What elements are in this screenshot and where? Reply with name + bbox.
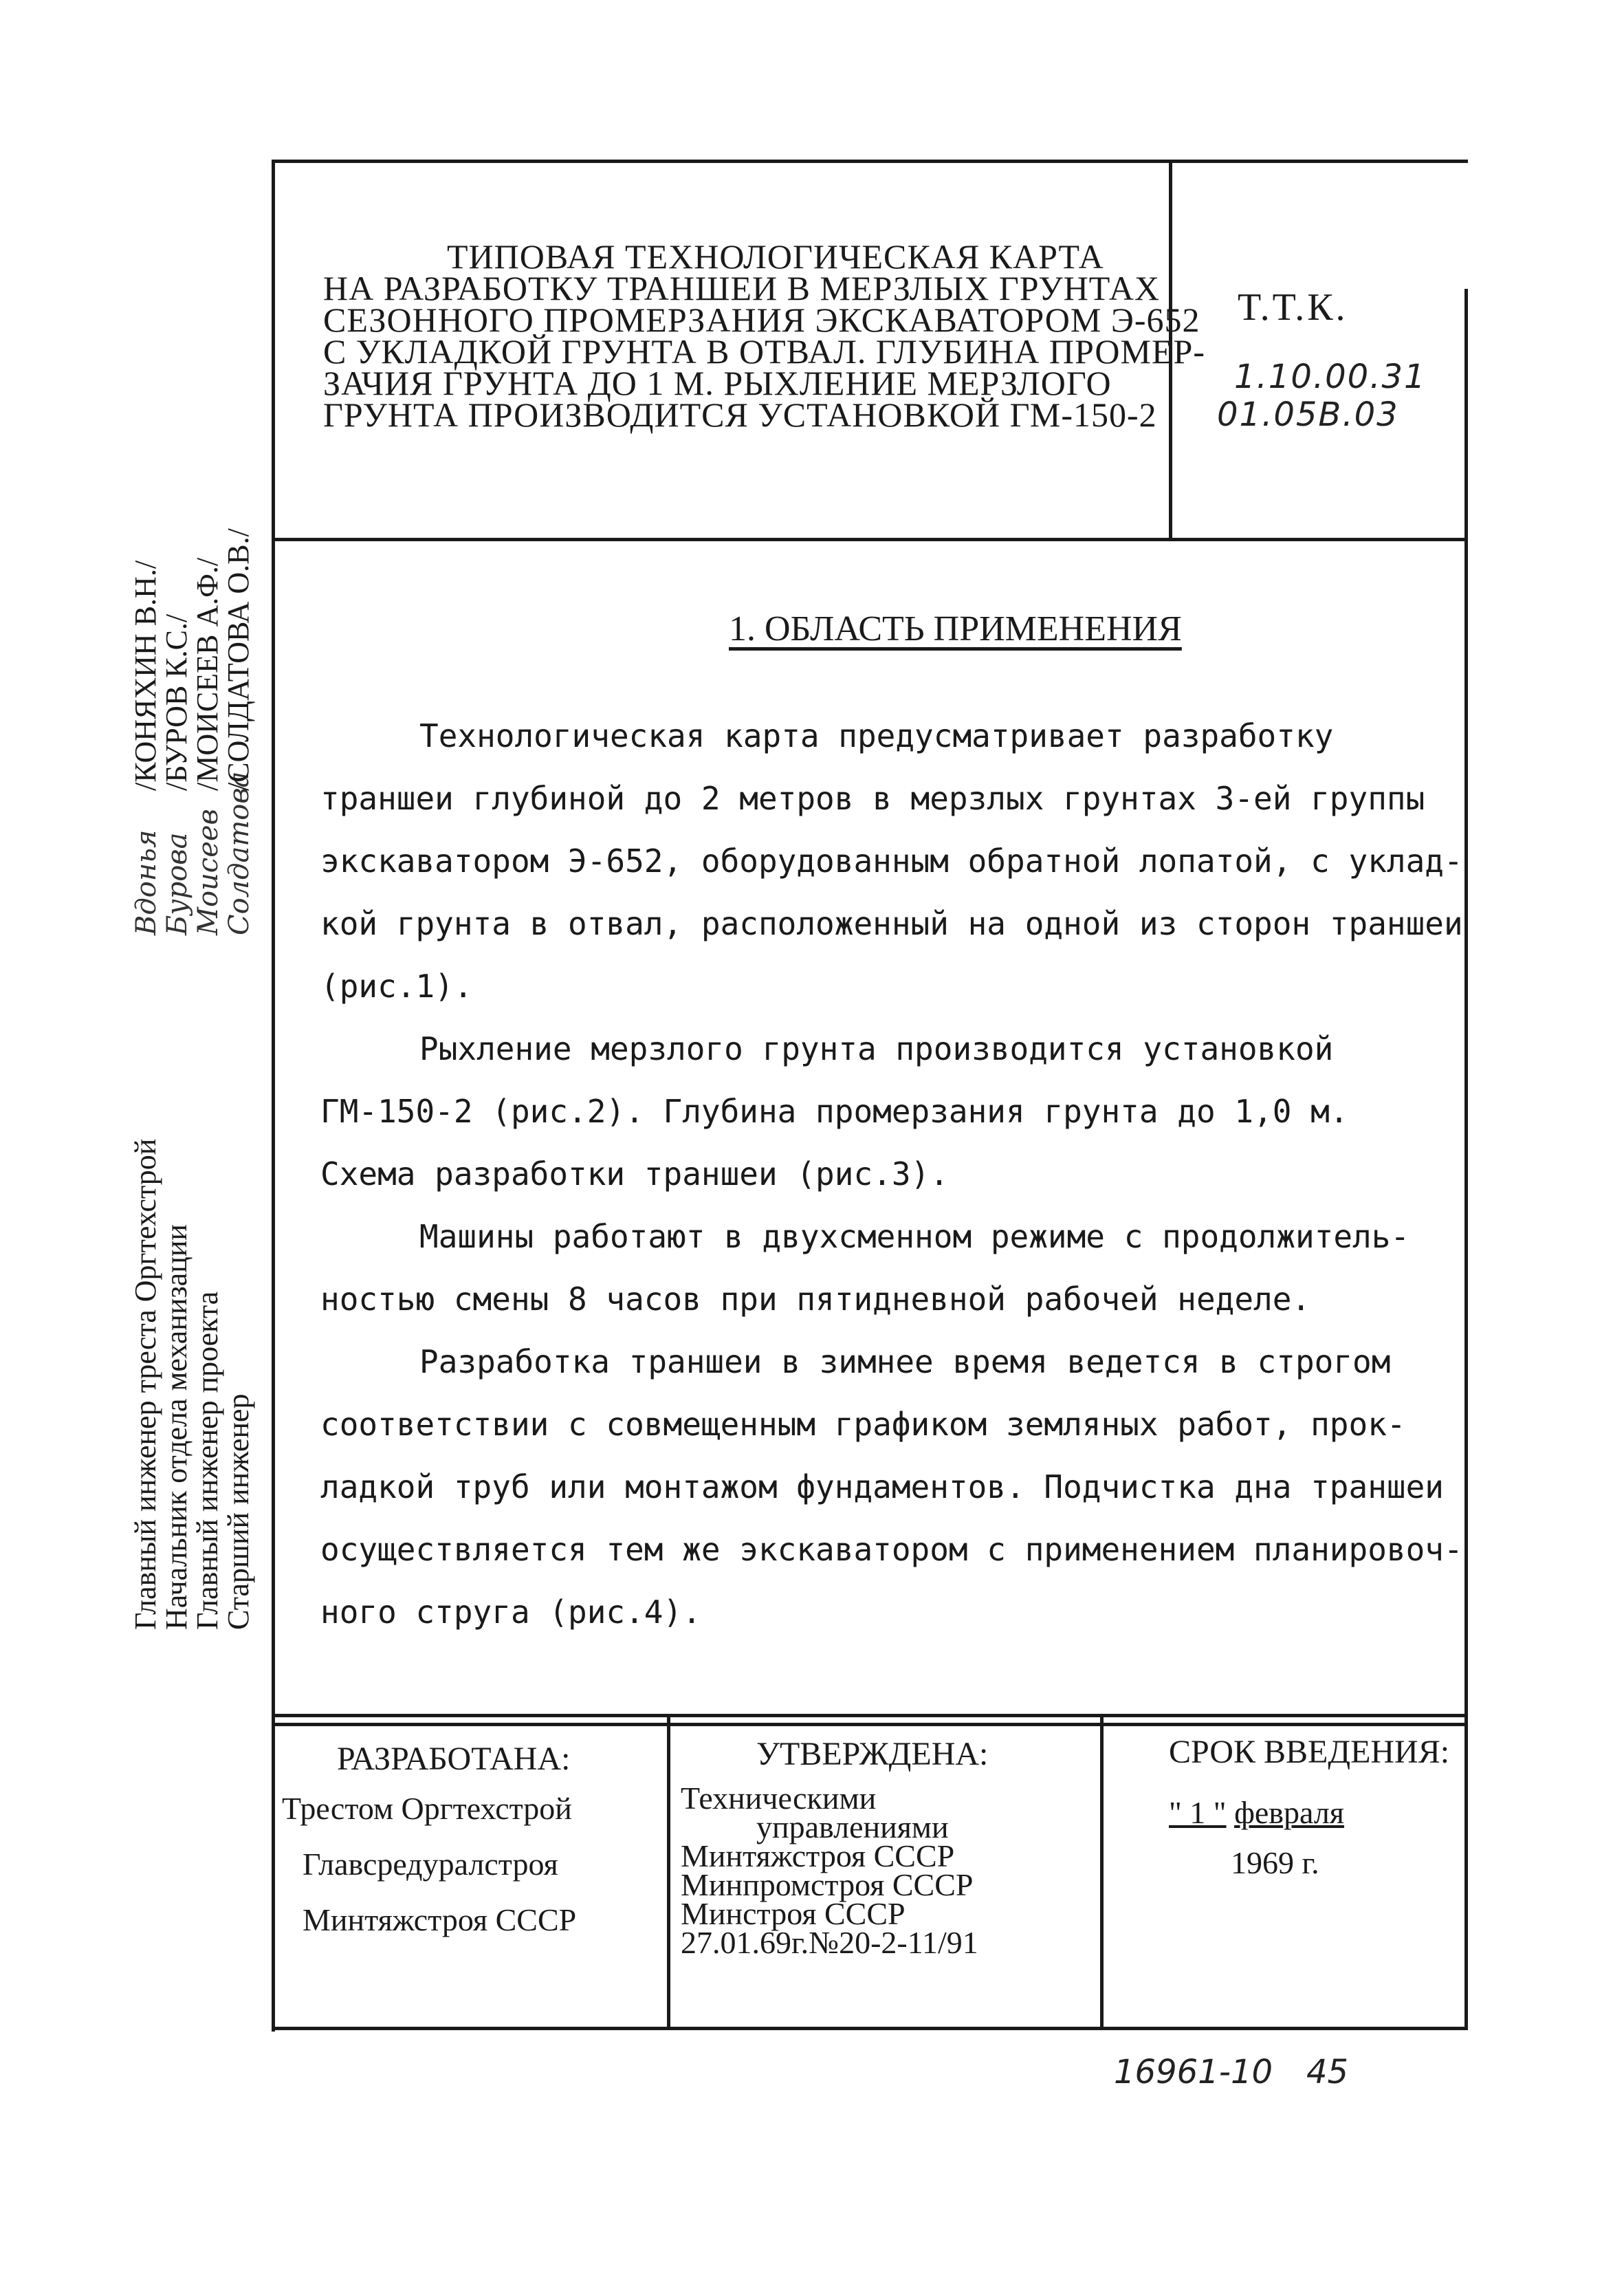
approved-line: управлениями bbox=[756, 1809, 949, 1844]
paragraph-line: ГМ-150-2 (рис.2). Глубина промерзания грунта до 1,0 м. bbox=[320, 1093, 1349, 1130]
signer-row bbox=[190, 495, 224, 1630]
title-line: ТИПОВАЯ ТЕХНОЛОГИЧЕСКАЯ КАРТА bbox=[447, 237, 1104, 276]
footer-developed bbox=[282, 1740, 667, 1938]
signer-signature: Моисеев bbox=[193, 809, 224, 935]
ttk-code-label: Т.Т.К. bbox=[1238, 286, 1348, 329]
signer-name: /МОИСЕЕВ А.Ф./ bbox=[190, 557, 224, 791]
signer-role: Главный инженер треста Оргтехстрой bbox=[129, 1138, 162, 1630]
inventory-number: 16961-10 bbox=[1114, 2053, 1273, 2091]
signer-row bbox=[223, 495, 254, 1630]
title-line: ГРУНТА ПРОИЗВОДИТСЯ УСТАНОВКОЙ ГМ-150-2 bbox=[323, 395, 1157, 434]
paragraph-line: Схема разработки траншеи (рис.3). bbox=[320, 1155, 949, 1193]
title-line: С УКЛАДКОЙ ГРУНТА В ОТВАЛ. ГЛУБИНА ПРОМЕР- bbox=[323, 332, 1205, 371]
footer-divider-2 bbox=[1100, 1716, 1104, 2029]
document-title bbox=[323, 237, 1205, 434]
body-text bbox=[320, 705, 1475, 1644]
paragraph-line: Машины работают в двухсменном режиме с продолжитель- bbox=[419, 1218, 1410, 1255]
signer-name: /КОНЯХИН В.Н./ bbox=[129, 560, 162, 791]
paragraph-line: траншеи глубиной до 2 метров в мерзлых грунтах 3-ей группы bbox=[320, 780, 1425, 817]
handwritten-code-2: 01.05B.03 bbox=[1217, 395, 1399, 434]
approved-line: Минтяжстроя СССР bbox=[681, 1838, 955, 1873]
footer-effective bbox=[1128, 1733, 1458, 1881]
effective-month: февраля bbox=[1234, 1795, 1344, 1830]
developed-line: Главсредуралстроя bbox=[303, 1847, 558, 1882]
title-line: СЕЗОННОГО ПРОМЕРЗАНИЯ ЭКСКАВАТОРОМ Э-652 bbox=[323, 301, 1200, 339]
footer-top-line bbox=[272, 1714, 1468, 1717]
handwritten-code-1: 1.10.00.31 bbox=[1234, 358, 1427, 396]
signer-signature: Вдонья bbox=[131, 829, 162, 935]
approved-line: Техническими bbox=[681, 1781, 877, 1816]
footer-approved bbox=[681, 1736, 1093, 1960]
section-heading: 1. ОБЛАСТЬ ПРИМЕНЕНИЯ bbox=[729, 609, 1182, 649]
signer-role: Главный инженер проекта bbox=[190, 1291, 224, 1630]
paragraph-line: Разработка траншеи в зимнее время ведется в строгом bbox=[419, 1343, 1391, 1380]
effective-day: " 1 " bbox=[1169, 1795, 1227, 1830]
signer-role: Начальник отдела механизации bbox=[160, 1224, 193, 1630]
approved-line: 27.01.69г.№20-2-11/91 bbox=[681, 1925, 978, 1960]
signer-row bbox=[162, 495, 193, 1630]
signer-signature: Солдатова bbox=[223, 771, 255, 935]
paragraph-line: соответствии с совмещенным графиком земляных работ, прок- bbox=[320, 1406, 1406, 1443]
paragraph-line: ладкой труб или монтажом фундаментов. Подчистка дна траншеи bbox=[320, 1468, 1444, 1505]
footer-divider-1 bbox=[667, 1716, 670, 2029]
title-line: ЗАЧИЯ ГРУНТА ДО 1 М. РЫХЛЕНИЕ МЕРЗЛОГО bbox=[323, 364, 1112, 402]
approved-line: Минстроя СССР bbox=[681, 1896, 906, 1931]
frame-top-line bbox=[272, 160, 1468, 163]
paragraph-line: Рыхление мерзлого грунта производится установкой bbox=[419, 1030, 1334, 1067]
paragraph-line: (рис.1). bbox=[320, 968, 473, 1005]
effective-year: 1969 г. bbox=[1231, 1845, 1319, 1880]
signer-name: /БУРОВ К.С./ bbox=[160, 613, 193, 791]
signer-signature: Бурова bbox=[162, 832, 193, 935]
signers-block bbox=[131, 495, 254, 1630]
paragraph-line: кой грунта в отвал, расположенный на одной из сторон траншеи bbox=[320, 905, 1463, 942]
approved-line: Минпромстроя СССР bbox=[681, 1867, 974, 1902]
frame-bottom-line bbox=[272, 2027, 1468, 2030]
developed-heading: РАЗРАБОТАНА: bbox=[337, 1741, 571, 1777]
signer-row bbox=[131, 495, 162, 1630]
title-line: НА РАЗРАБОТКУ ТРАНШЕИ В МЕРЗЛЫХ ГРУНТАХ bbox=[323, 269, 1161, 307]
signer-role: Старший инженер bbox=[221, 1393, 255, 1630]
page-number: 45 bbox=[1306, 2053, 1349, 2091]
paragraph-line: осуществляется тем же экскаватором с применением планировоч- bbox=[320, 1531, 1463, 1568]
header-bottom-line bbox=[272, 538, 1468, 541]
paragraph-line: экскаватором Э-652, оборудованным обратной лопатой, с уклад- bbox=[320, 842, 1463, 880]
paragraph-line: ного струга (рис.4). bbox=[320, 1593, 701, 1631]
effective-heading: СРОК ВВЕДЕНИЯ: bbox=[1169, 1734, 1450, 1770]
footer-top-line-2 bbox=[272, 1723, 1468, 1726]
developed-line: Трестом Оргтехстрой bbox=[282, 1791, 572, 1826]
frame-left-line bbox=[272, 160, 275, 2032]
paragraph-line: Технологическая карта предусматривает разработку bbox=[419, 717, 1334, 754]
developed-line: Минтяжстроя СССР bbox=[303, 1902, 577, 1937]
signer-name: /СОЛДАТОВА О.В./ bbox=[221, 528, 255, 791]
paragraph-line: ностью смены 8 часов при пятидневной рабочей неделе. bbox=[320, 1281, 1311, 1318]
effective-date bbox=[1128, 1794, 1458, 1831]
approved-heading: УТВЕРЖДЕНА: bbox=[756, 1736, 989, 1772]
